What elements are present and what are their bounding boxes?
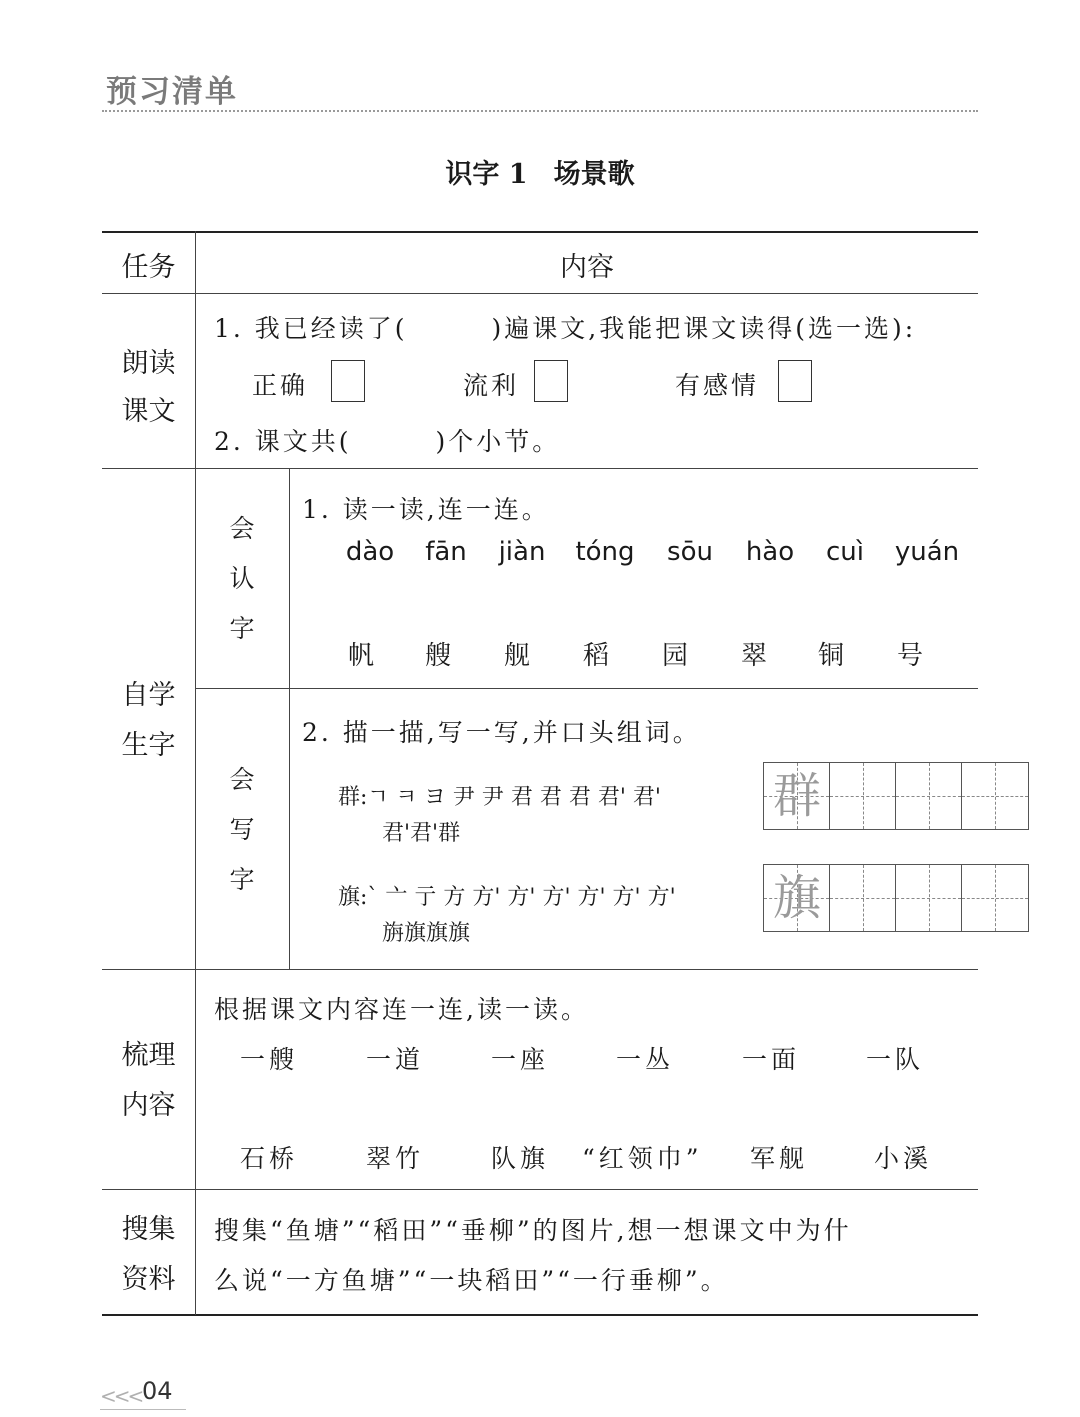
table-row-rule [102,969,978,970]
noun-word[interactable]: 小溪 [874,1144,933,1173]
task-label: 资料 [121,1264,176,1295]
noun-word[interactable]: 军舰 [750,1144,809,1173]
grid-cell[interactable] [830,763,896,829]
measure-word[interactable]: 一艘 [240,1045,299,1074]
table-column-rule [195,231,196,1315]
grid-cell[interactable] [764,865,830,931]
column-header-task: 任务 [121,252,176,283]
measure-word[interactable]: 一座 [491,1045,550,1074]
pinyin-item[interactable]: jiàn [498,537,546,567]
hanzi-item[interactable]: 号 [896,641,923,671]
collect-text-line: 搜集“鱼塘”“稻田”“垂柳”的图片,想一想课文中为什 [214,1216,852,1245]
pinyin-item[interactable]: yuán [894,537,960,567]
subtask-char: 字 [229,614,255,643]
hanzi-item[interactable]: 帆 [347,641,374,671]
stroke-order-line: 君'君'群 [382,821,461,846]
pinyin-item[interactable]: dào [345,537,395,567]
lesson-name: 场景歌 [553,159,635,190]
subtask-char: 认 [229,564,255,593]
task-label: 梳理 [121,1040,176,1071]
collect-text-line: 么说“一方鱼塘”“一块稻田”“一行垂柳”。 [214,1266,729,1295]
grid-cell[interactable] [962,763,1028,829]
subtask-recognize [222,504,262,654]
table-top-rule [102,231,978,233]
footer-divider [100,1409,186,1410]
grid-cell[interactable] [830,865,896,931]
subtask-char: 写 [229,815,255,844]
task-label: 内容 [121,1090,176,1121]
checkbox[interactable] [331,360,365,402]
sort-instruction: 根据课文内容连一连,读一读。 [214,995,589,1024]
recognize-instruction: 1. 读一读,连一连。 [302,495,550,524]
measure-word[interactable]: 一队 [866,1045,925,1074]
table-header-rule [102,293,978,294]
task-label: 朗读 [121,348,176,379]
reading-question-2: 2. 课文共( )个小节。 [214,427,561,456]
subtask-char: 会 [229,765,255,794]
option-label: 流利 [463,371,520,400]
subtask-char: 字 [229,865,255,894]
option-label: 正确 [252,371,309,400]
table-subcolumn-rule [289,468,290,970]
measure-word[interactable]: 一道 [366,1045,425,1074]
task-label: 课文 [121,396,176,427]
task-label: 搜集 [121,1214,176,1245]
stroke-order-line: 旃旗旗旗 [382,921,471,946]
model-character: 旗 [772,870,821,926]
task-collect [102,1205,195,1305]
page-arrows-icon: <<< [100,1384,142,1408]
noun-word[interactable]: 翠竹 [366,1144,425,1173]
measure-word[interactable]: 一面 [742,1045,801,1074]
hanzi-item[interactable]: 舰 [503,641,530,671]
hanzi-item[interactable]: 园 [661,641,688,671]
write-instruction: 2. 描一描,写一写,并口头组词。 [302,718,701,747]
pinyin-item[interactable]: sōu [667,537,713,567]
hanzi-item[interactable]: 翠 [740,641,767,671]
hanzi-item[interactable]: 艘 [424,641,451,671]
table-bottom-rule [102,1314,978,1316]
writing-grid[interactable] [763,762,1029,830]
reading-question-1: 1. 我已经读了( )遍课文,我能把课文读得(选一选): [214,314,917,343]
option-label: 有感情 [675,371,760,400]
task-label: 自学 [121,680,176,711]
subtask-char: 会 [229,514,255,543]
header-divider [102,110,978,112]
noun-word[interactable]: 队旗 [491,1144,550,1173]
grid-cell[interactable] [896,763,962,829]
column-header-content: 内容 [560,252,614,283]
task-sort-content [102,1031,195,1131]
task-label: 生字 [121,730,176,761]
pinyin-item[interactable]: hào [745,537,795,567]
table-subrow-rule [196,688,978,689]
lesson-label: 识字 1 [445,159,528,190]
lesson-title [0,152,1080,191]
page-number: 04 [142,1377,173,1405]
checkbox[interactable] [534,360,568,402]
pinyin-item[interactable]: cuì [826,537,864,567]
grid-cell[interactable] [896,865,962,931]
stroke-order-line: 群:ㄱ ㅋ ヨ 尹 尹 君 君 君 君' 君' [338,785,661,810]
checkbox[interactable] [778,360,812,402]
noun-word[interactable]: 石桥 [240,1144,299,1173]
hanzi-item[interactable]: 铜 [817,641,844,671]
table-row-rule [102,1189,978,1190]
task-reading [102,340,195,436]
model-character: 群 [772,768,821,824]
grid-cell[interactable] [764,763,830,829]
noun-word[interactable]: “红领巾” [582,1144,703,1173]
stroke-order-line: 旗:` 亠 亍 方 方' 方' 方' 方' 方' 方' [338,885,676,910]
pinyin-item[interactable]: tóng [575,537,635,567]
writing-grid[interactable] [763,864,1029,932]
subtask-write [222,755,262,905]
task-self-study [102,671,195,771]
table-row-rule [102,468,978,469]
hanzi-item[interactable]: 稻 [582,641,609,671]
header-title: 预习清单 [106,74,238,110]
pinyin-item[interactable]: fān [425,537,467,567]
grid-cell[interactable] [962,865,1028,931]
measure-word[interactable]: 一丛 [616,1045,675,1074]
